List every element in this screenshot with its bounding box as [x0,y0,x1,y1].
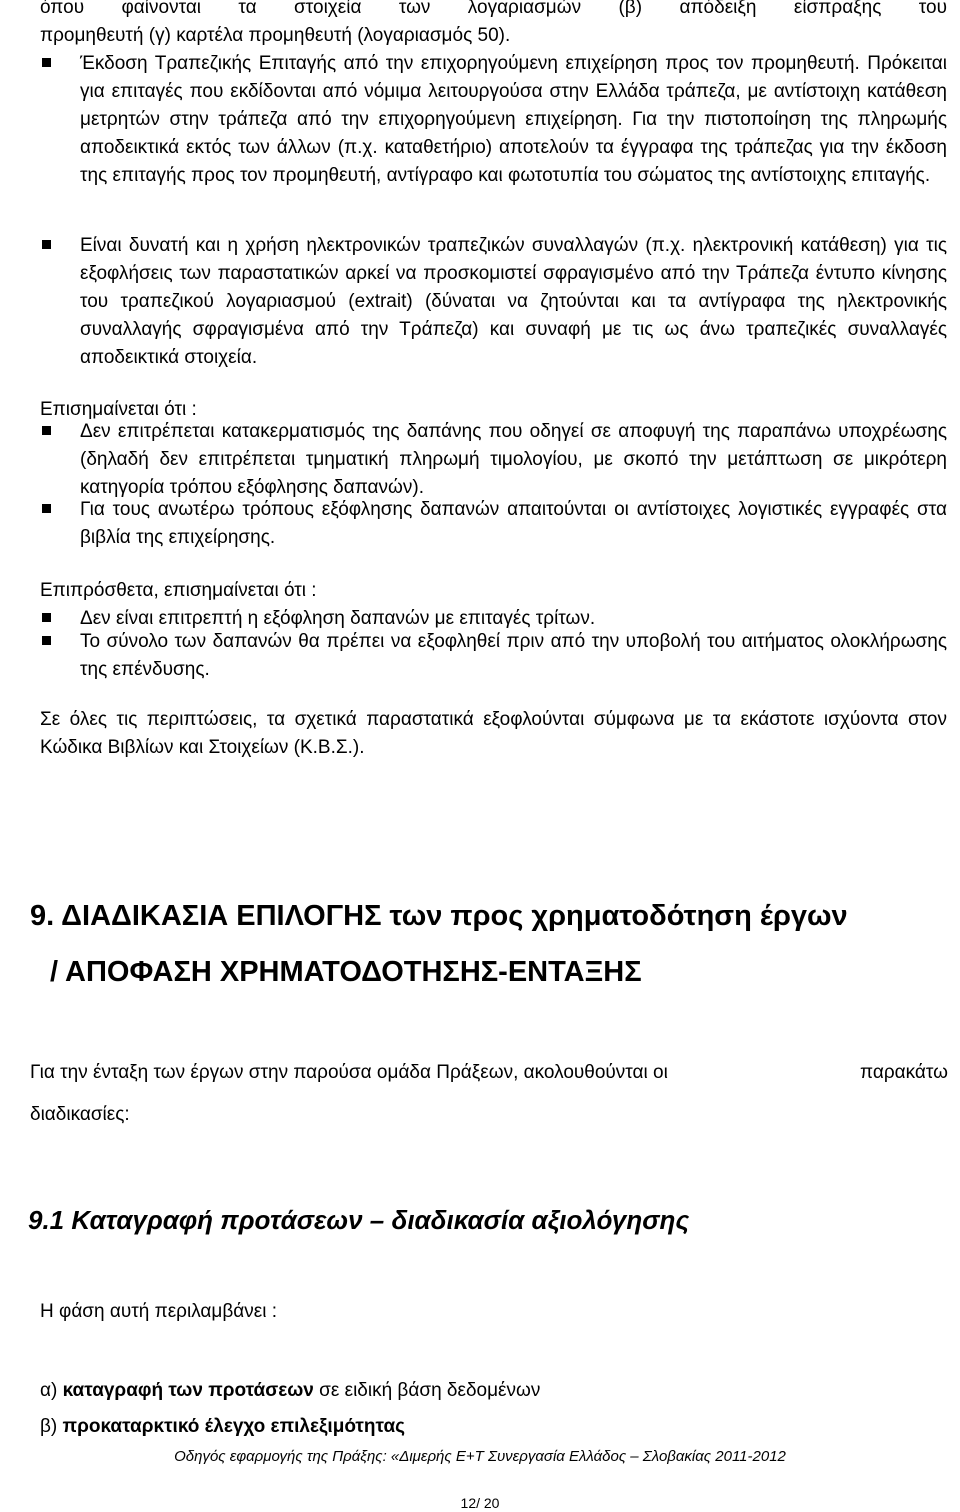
square-bullet-icon [42,504,51,513]
continuation-text [40,0,947,50]
square-bullet-icon [42,58,51,67]
square-bullet-icon [42,426,51,435]
page-footer: Οδηγός εφαρμογής της Πράξης: «Διμερής Ε+Τ Συνεργασία Ελλάδος – Σλοβακίας 2011-2012 [174,1448,786,1465]
item-prefix: β) [40,1416,63,1437]
bullet-bank-cheque [42,50,947,190]
notice-intro-additional: Επιπρόσθετα, επισημαίνεται ότι : [40,580,317,601]
bullet-text: Το σύνολο των δαπανών θα πρέπει να εξοφληθεί πριν από την υποβολή του αιτήματος ολοκλήρωσης της επένδυσης. [80,631,947,680]
square-bullet-icon [42,240,51,249]
section-9-intro-line-2: διαδικασίες: [30,1104,130,1125]
section-9-title-line-1: ΔΙΑΔΙΚΑΣΙΑ ΕΠΙΛΟΓΗΣ των προς χρηματοδότηση έργων [61,900,848,932]
bullet-payment-before-completion [42,628,947,684]
item-prefix: α) [40,1380,63,1401]
bullet-accounting-entries [42,496,947,552]
section-9-title-line-2: / ΑΠΟΦΑΣΗ ΧΡΗΜΑΤΟΔΟΤΗΣΗΣ-ΕΝΤΑΞΗΣ [50,956,642,988]
square-bullet-icon [42,636,51,645]
section-9-1-title: Καταγραφή προτάσεων – διαδικασία αξιολόγησης [71,1205,690,1235]
section-9-1-heading [28,1203,689,1237]
phase-item-a [40,1377,947,1405]
item-bold-text: καταγραφή των προτάσεων [62,1380,314,1401]
bullet-text: Έκδοση Τραπεζικής Επιταγής από την επιχορηγούμενη επιχείρηση προς τον προμηθευτή. Πρόκειται για επιταγές που εκδίδονται από νόμιμα λειτουργούσα στην Ελλάδα τράπεζα, με αντίστοιχη κατάθεση μετρητών στην τράπεζα από την επιχορηγούμενη επιχείρηση. Για την πιστοποίηση της πληρωμής αποδεικτικά εκτός των άλλων (π.χ. καταθετήριο) αποτελούν τα έγγραφα της τράπεζας για την έκδοση της επιταγής προς τον προμηθευτή, αντίγραφο και φωτοτυπία του σώματος της αντίστοιχης επιταγής. [80,53,947,186]
bullet-text: Δεν επιτρέπεται κατακερματισμός της δαπάνης που οδηγεί σε αποφυγή της παραπάνω υποχρέωσης (δηλαδή δεν επιτρέπεται τμηματική πληρωμή τιμολογίου, με σκοπό την μετάπτωση σε μικρότερη κατηγορία τρόπου εξόφλησης δαπανών). [80,421,947,498]
section-9-1-number: 9.1 [28,1205,65,1235]
bullet-electronic-transactions [42,232,947,372]
closing-paragraph: Σε όλες τις περιπτώσεις, τα σχετικά παραστατικά εξοφλούνται σύμφωνα με τα εκάστοτε ισχύοντα στον Κώδικα Βιβλίων και Στοιχείων (Κ.Β.Σ.). [40,709,947,758]
section-9-intro [30,1059,950,1087]
section-9-number: 9. [30,900,55,932]
continuation-line-1: όπου φαίνονται τα στοιχεία των λογαριασμών (β) απόδειξη είσπραξης του [40,0,947,18]
section-9-intro-line-1: Για την ένταξη των έργων στην παρούσα ομάδα Πράξεων, ακολουθούνται οι [30,1062,668,1083]
phase-intro: Η φάση αυτή περιλαμβάνει : [40,1301,278,1322]
bullet-text: Για τους ανωτέρω τρόπους εξόφλησης δαπανών απαιτούνται οι αντίστοιχες λογιστικές εγγραφές στα βιβλία της επιχείρησης. [80,499,947,548]
bullet-no-fragmentation [42,418,947,502]
section-9-heading [30,898,950,934]
bullet-text: Δεν είναι επιτρεπτή η εξόφληση δαπανών με επιταγές τρίτων. [80,608,596,629]
continuation-line-2: προμηθευτή (γ) καρτέλα προμηθευτή (λογαριασμός 50). [40,25,511,46]
page-number: 12/ 20 [460,1495,500,1511]
item-bold-text: προκαταρκτικό έλεγχο επιλεξιμότητας [62,1416,406,1437]
square-bullet-icon [42,613,51,622]
item-rest-text: σε ειδική βάση δεδομένων [313,1380,541,1401]
section-9-intro-line-1-end: παρακάτω [860,1062,948,1083]
notice-intro: Επισημαίνεται ότι : [40,399,197,420]
phase-item-b [40,1413,947,1441]
bullet-text: Είναι δυνατή και η χρήση ηλεκτρονικών τραπεζικών συναλλαγών (π.χ. ηλεκτρονική κατάθεση) για τις εξοφλήσεις των παραστατικών αρκεί να προσκομιστεί σφραγισμένο από την Τράπεζα έντυπο κίνησης του τραπεζικού λογαριασμού (extrait) (δύναται να ζητούνται και τα αντίγραφα της ηλεκτρονικής συναλλαγής σφραγισμένα από την Τράπεζα) και συναφή με τις ως άνω τραπεζικές συναλλαγές αποδεικτικά στοιχεία. [80,235,947,368]
